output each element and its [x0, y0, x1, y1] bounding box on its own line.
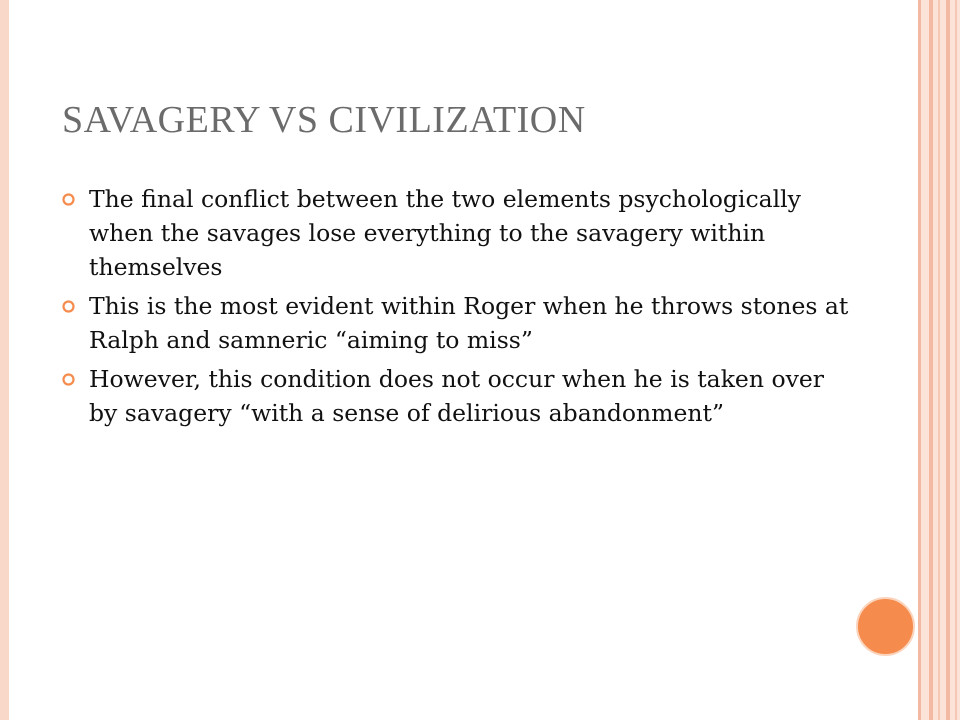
bullet-item — [62, 182, 852, 284]
right-stripe — [955, 0, 957, 720]
bullet-circle-icon — [62, 193, 75, 206]
slide-title: SAVAGERY VS CIVILIZATION — [62, 99, 586, 141]
right-stripe — [938, 0, 940, 720]
right-stripe — [946, 0, 950, 720]
bullet-text: However, this condition does not occur when he is taken over by savagery “with a sense of delirious abandonment” — [89, 365, 825, 427]
bullet-text: The final conflict between the two elements psychologically when the savages lose everything to the savagery within themselves — [89, 185, 801, 281]
bullet-circle-icon — [62, 373, 75, 386]
bullet-text: This is the most evident within Roger when he throws stones at Ralph and samneric “aiming to miss” — [89, 292, 849, 354]
left-border-decoration — [0, 0, 9, 720]
orange-circle-icon — [856, 597, 915, 656]
bullet-list — [62, 182, 852, 435]
bullet-item — [62, 362, 852, 430]
right-stripe — [929, 0, 933, 720]
bullet-item — [62, 289, 852, 357]
bullet-circle-icon — [62, 300, 75, 313]
right-stripe — [918, 0, 921, 720]
